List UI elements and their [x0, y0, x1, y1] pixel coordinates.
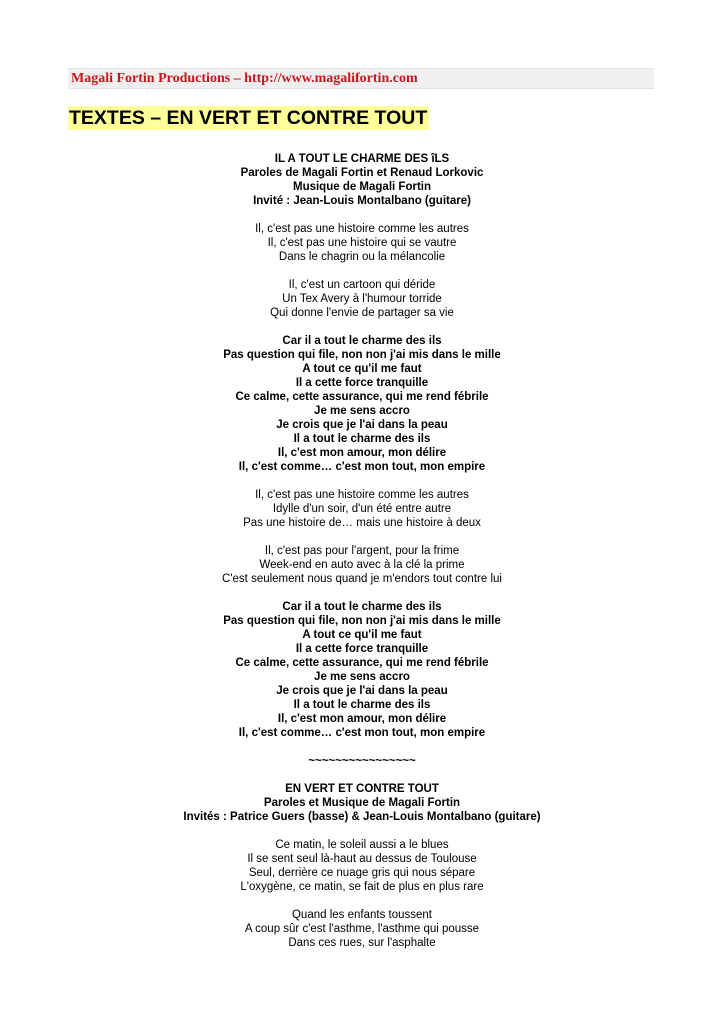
lyric-line: Quand les enfants toussent — [291, 909, 432, 921]
lyric-line: Ce matin, le soleil aussi a le blues — [275, 839, 449, 851]
chorus-line: Il, c'est mon amour, mon délire — [277, 713, 447, 725]
lyric-line: Il, c'est pas une histoire comme les autres — [255, 489, 469, 501]
song1-credits — [0, 152, 724, 208]
lyric-line: A coup sûr c'est l'asthme, l'asthme qui pousse — [244, 923, 480, 935]
lyric-line: Dans ces rues, sur l'asphalte — [288, 937, 436, 949]
chorus-line: Il, c'est comme… c'est mon tout, mon empire — [238, 461, 486, 473]
song1-title: IL A TOUT LE CHARME DES îLS — [274, 153, 450, 165]
song1-music-credit: Musique de Magali Fortin — [292, 181, 431, 193]
song1-chorus-2 — [0, 600, 724, 740]
chorus-line: Il a cette force tranquille — [295, 643, 429, 655]
song1-guest-credit: Invité : Jean-Louis Montalbano (guitare) — [253, 195, 471, 207]
lyric-line: Il, c'est pas une histoire qui se vautre — [267, 237, 457, 249]
lyric-line: Il se sent seul là-haut au dessus de Toulouse — [247, 853, 477, 865]
chorus-line: Je me sens accro — [314, 405, 410, 417]
song1-chorus-1 — [0, 334, 724, 474]
lyric-line: Qui donne l'envie de partager sa vie — [270, 307, 454, 319]
page-title: TEXTES – EN VERT ET CONTRE TOUT — [69, 107, 428, 129]
lyric-line: L'oxygène, ce matin, se fait de plus en plus rare — [240, 881, 484, 893]
lyric-line: Seul, derrière ce nuage gris qui nous sépare — [248, 867, 476, 879]
lyrics-content — [0, 152, 724, 950]
lyric-line: Il, c'est un cartoon qui déride — [288, 279, 436, 291]
header-text: Magali Fortin Productions – http://www.magalifortin.com — [71, 71, 418, 86]
chorus-line: Ce calme, cette assurance, qui me rend fébrile — [235, 657, 489, 669]
chorus-line: Il, c'est comme… c'est mon tout, mon empire — [238, 727, 486, 739]
song1-verse2 — [0, 278, 724, 320]
chorus-line: Il a tout le charme des ils — [293, 433, 431, 445]
lyric-line: Week-end en auto avec à la clé la prime — [259, 559, 465, 571]
lyric-line: Il, c'est pas une histoire comme les autres — [255, 223, 469, 235]
song2-guest-credit: Invités : Patrice Guers (basse) & Jean-Louis Montalbano (guitare) — [183, 811, 541, 823]
chorus-line: Il, c'est mon amour, mon délire — [277, 447, 447, 459]
chorus-line: Je me sens accro — [314, 671, 410, 683]
song1-lyrics-credit: Paroles de Magali Fortin et Renaud Lorkovic — [240, 167, 484, 179]
song2-verse1 — [0, 838, 724, 894]
separator: ~~~~~~~~~~~~~~~~ — [308, 755, 416, 767]
song1-verse4 — [0, 544, 724, 586]
lyric-line: Pas une histoire de… mais une histoire à deux — [243, 517, 481, 529]
song2-title: EN VERT ET CONTRE TOUT — [285, 783, 439, 795]
song2-credits — [0, 782, 724, 824]
lyric-line: Dans le chagrin ou la mélancolie — [278, 251, 446, 263]
song2-credit: Paroles et Musique de Magali Fortin — [263, 797, 461, 809]
song2-verse2 — [0, 908, 724, 950]
chorus-line: Pas question qui file, non non j'ai mis dans le mille — [223, 349, 501, 361]
song1-verse3 — [0, 488, 724, 530]
song1-verse1 — [0, 222, 724, 264]
chorus-line: Car il a tout le charme des ils — [282, 335, 442, 347]
header-bar — [68, 68, 654, 89]
chorus-line: Je crois que je l'ai dans la peau — [276, 419, 448, 431]
lyric-line: Un Tex Avery à l'humour torride — [282, 293, 442, 305]
chorus-line: Je crois que je l'ai dans la peau — [276, 685, 448, 697]
chorus-line: Il a tout le charme des ils — [293, 699, 431, 711]
chorus-line: A tout ce qu'il me faut — [302, 629, 422, 641]
lyric-line: C'est seulement nous quand je m'endors tout contre lui — [222, 573, 502, 585]
chorus-line: Car il a tout le charme des ils — [282, 601, 442, 613]
chorus-line: Ce calme, cette assurance, qui me rend fébrile — [235, 391, 489, 403]
chorus-line: Pas question qui file, non non j'ai mis dans le mille — [223, 615, 501, 627]
chorus-line: A tout ce qu'il me faut — [302, 363, 422, 375]
lyric-line: Il, c'est pas pour l'argent, pour la frime — [264, 545, 460, 557]
chorus-line: Il a cette force tranquille — [295, 377, 429, 389]
lyric-line: Idylle d'un soir, d'un été entre autre — [272, 503, 452, 515]
